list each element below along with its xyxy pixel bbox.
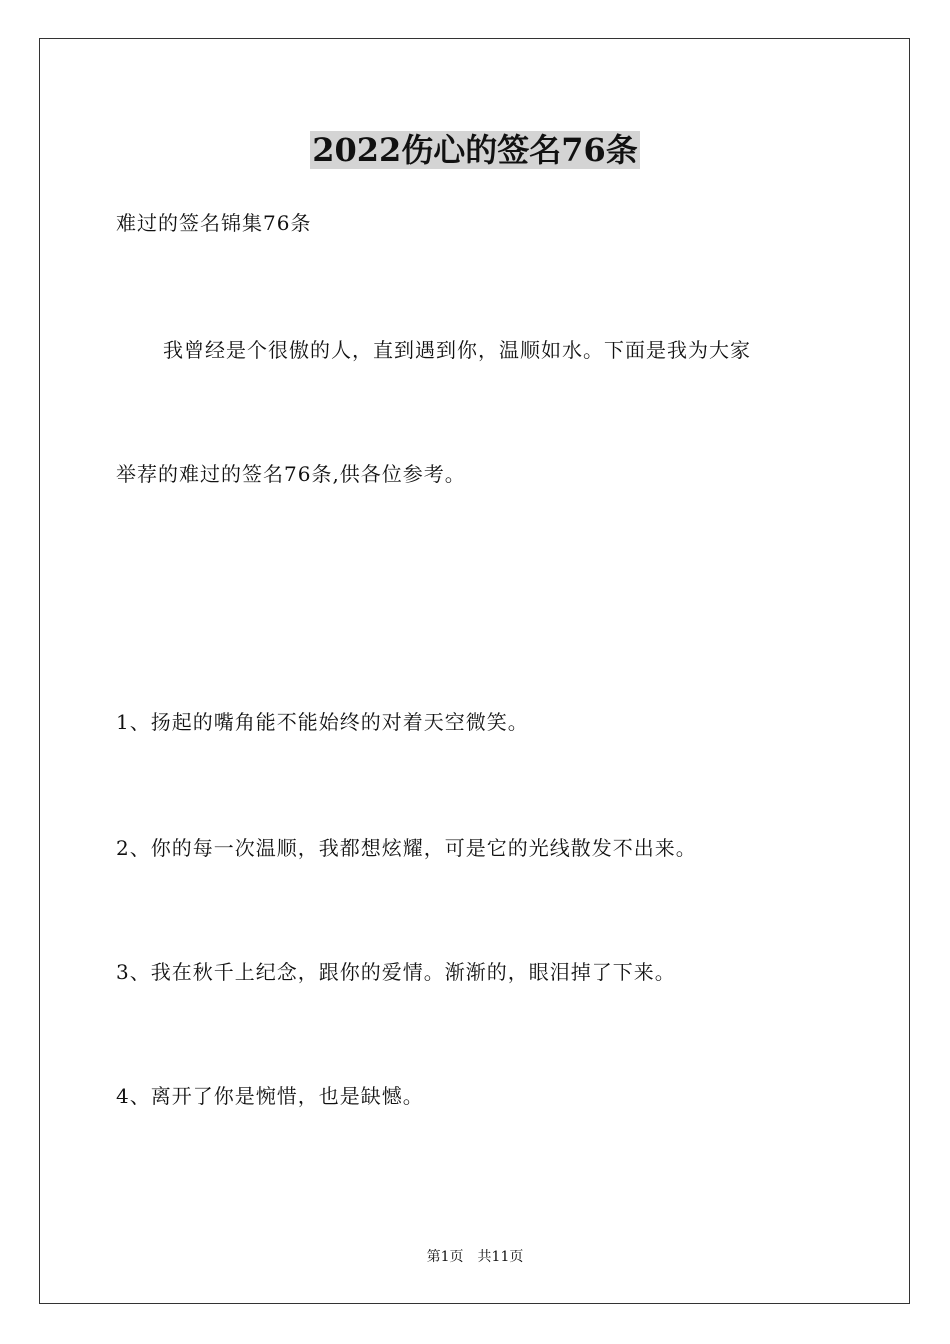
list-item-4: 4、离开了你是惋惜，也是缺憾。	[116, 1084, 424, 1108]
title-text: 2022伤心的签名76条	[312, 131, 638, 169]
page-footer	[0, 1247, 950, 1267]
intro-paragraph-line-1: 我曾经是个很傲的人，直到遇到你，温顺如水。下面是我为大家	[163, 338, 751, 362]
list-item-3: 3、我在秋千上纪念，跟你的爱情。渐渐的，眼泪掉了下来。	[116, 960, 676, 984]
list-item-1: 1、扬起的嘴角能不能始终的对着天空微笑。	[116, 710, 529, 734]
intro-paragraph-line-2: 举荐的难过的签名76条,供各位参考。	[116, 462, 466, 486]
page-number: 第1页	[426, 1249, 464, 1265]
list-item-2: 2、你的每一次温顺，我都想炫耀，可是它的光线散发不出来。	[116, 836, 697, 860]
document-subtitle: 难过的签名锦集76条	[116, 211, 312, 235]
document-title	[0, 128, 950, 172]
page-total: 共11页	[477, 1249, 524, 1265]
